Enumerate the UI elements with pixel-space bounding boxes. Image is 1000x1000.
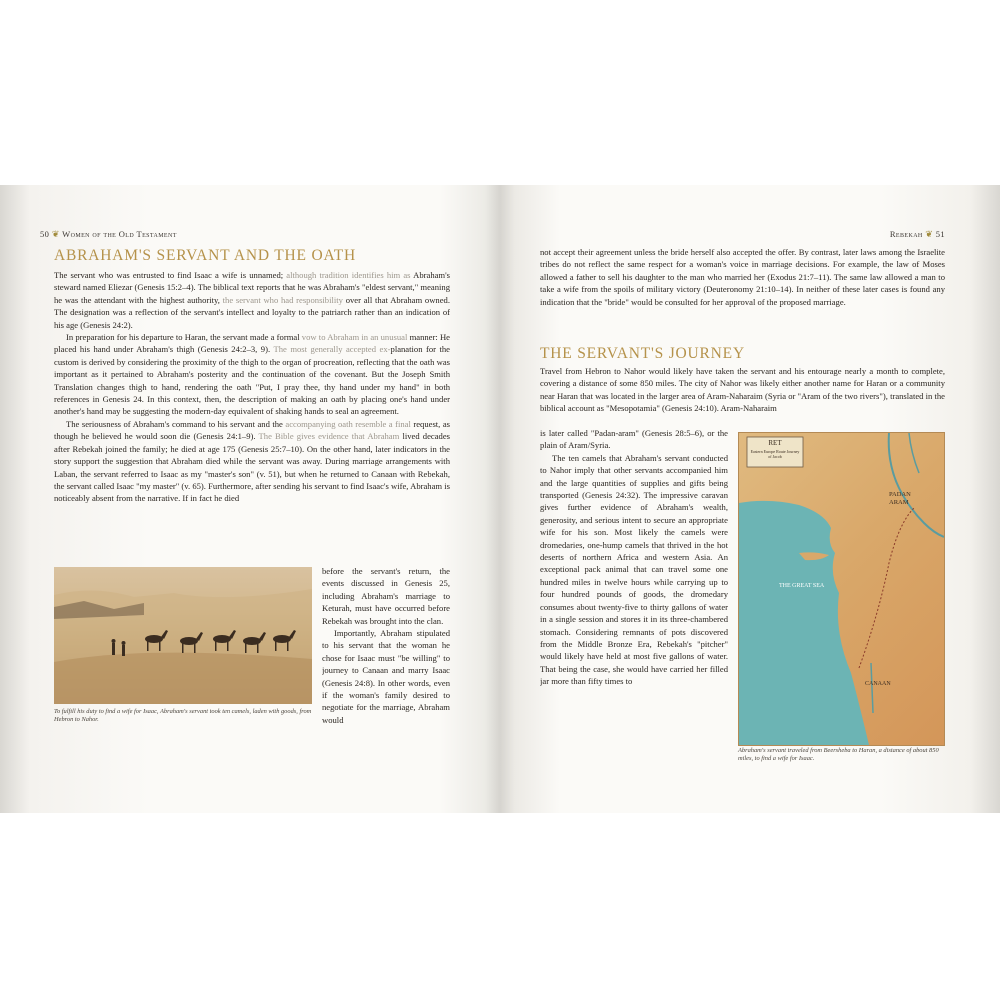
paragraph: Importantly, Abraham stipulated to his servant that the woman he chose for Isaac must "be willing" to journey to Canaan and marry Isaac (Genesis 24:8). In other words, even if the woman's family desired to negotiate for the marriage, Abraham would: [322, 628, 450, 725]
oath-body-text: [54, 269, 450, 565]
journey-column-text: [540, 427, 728, 807]
paragraph: before the servant's return, the events discussed in Genesis 25, including Abraham's marriage to Keturah, must have occurred before Rebekah was brought into the clan.: [322, 566, 450, 626]
map-subtitle: Eastern Europe Route Journey of Jacob: [750, 449, 800, 459]
mediterranean-map-illustration: [739, 433, 944, 745]
photo-caption: To fulfill his duty to find a wife for Isaac, Abraham's servant took ten camels, laden with goods, from Hebron to Nahor.: [54, 708, 312, 723]
map-label-great-sea: THE GREAT SEA: [779, 583, 825, 589]
leaf-ornament-icon: ❦: [925, 229, 934, 239]
map-caption: Abraham's servant traveled from Beersheba to Haran, a distance of about 850 miles, to find a wife for Isaac.: [738, 747, 939, 762]
oath-column-text: [322, 565, 450, 809]
paragraph: The ten camels that Abraham's servant conducted to Nahor imply that other servants accompanied him and the large quantities of supplies and gifts being transported (Genesis 24:32). The impressive caravan gives further evidence of Abraham's wealth, generosity, and serious intent to secure an appropriate wife for his son. Most likely the camels were dromedaries, one-hump camels that thrived in the hot deserts of northern Africa and western Asia. An exceptional pack animal that can travel some one hundred miles in twelve hours while carrying up to four hundred pounds of goods, the dromedary consumes about twenty-five to thirty gallons of water in a single session and stores it in its three-chambered stomach. Considering remnants of pots discovered from the Middle Bronze Era, Rebekah's "pitcher" would likely have held at most five gallons of water. That being the case, she would have carried her filled jar more than fifty times to: [540, 452, 728, 687]
map-title: RET: [768, 439, 782, 447]
left-page: [40, 185, 450, 813]
map-label-canaan: CANAAN: [865, 681, 891, 687]
section-heading-journey: THE SERVANT'S JOURNEY: [540, 345, 745, 362]
left-book-title: Women of the Old Testament: [62, 229, 177, 239]
map-label-padan-aram: PADAN ARAM: [889, 491, 911, 506]
journey-map: [738, 432, 945, 746]
right-book-title: Rebekah: [889, 229, 923, 239]
section-heading-oath: ABRAHAM'S SERVANT AND THE OATH: [54, 247, 357, 264]
paragraph: is later called "Padan-aram" (Genesis 28:5–6), or the plain of Aram/Syria.: [540, 428, 728, 451]
left-running-head: [40, 229, 177, 240]
desert-caravan-photo: [54, 567, 312, 704]
paragraph: not accept their agreement unless the bride herself also accepted the offer. By contrast, later laws among the Israelite tribes do not reflect the same respect for a woman's voice in marriage decisions. For example, the law of Moses allowed a father to sell his daughter to the man who married her (Exodus 21:7–11). The same law allowed a man to take a wife from the spoils of military victory (Deuteronomy 21:10–14). In neither of these later cases is found any indication that the "bride" would be consulted for her approval of the proposed marriage.: [540, 247, 945, 307]
right-page-number: 51: [935, 229, 945, 239]
paragraph: Travel from Hebron to Nahor would likely have taken the servant and his entourage nearly a month to complete, covering a distance of some 850 miles. The city of Nahor was likely either another name for Haran or a community near Haran that was located in the larger area of Aram-Naharaim (Syria or "Aram of the two rivers"), translated in the biblical account as "Mesopotamia" (Genesis 24:10). Aram-Naharaim: [540, 366, 945, 414]
paragraph: The seriousness of Abraham's command to his servant and the accompanying oath resemble a final request, as though he believed he would soon die (Genesis 24:1–9). The Bible gives evidence that Abraham lived decades after Rebekah joined the family; he died at age 175 (Genesis 25:7–10). On the other hand, later indicators in the story support the suggestion that Abraham died while the servant was away. During marriage arrangements with Laban, the servant referred to Isaac as my "master's son" (v. 51), but when he returned to Canaan with Rebekah, the servant called Isaac "my master" (v. 65). Furthermore, after sending his servant to find Isaac's wife, Abraham is noticeably absent from the narrative. If in fact he died: [54, 418, 450, 504]
leaf-ornament-icon: ❦: [51, 229, 60, 239]
journey-body-text: [540, 365, 945, 427]
right-page: [540, 185, 945, 813]
paragraph: In preparation for his departure to Haran, the servant made a formal vow to Abraham in an unusual manner: He placed his hand under Abraham's thigh (Genesis 24:2–3, 9). The most generally accepted ex-planation for the custom is derived by considering the proximity of the thigh to the organ of procreation, reflecting that the oath was important as it pertained to Abraham's posterity and the continuation of the covenant. But the Joseph Smith Translation changes thigh to hand, rendering the oath "Put, I pray thee, thy hand under my hand" in both references in Genesis 24. In this context, then, the description of making an oath by placing one's hand under another's hand may be suggesting the modern-day equivalent of shaking hands to seal an agreement.: [54, 332, 450, 417]
camel-caravan-illustration: [54, 567, 312, 704]
paragraph: The servant who was entrusted to find Isaac a wife is unnamed; although tradition identifies him as Abraham's steward named Eliezar (Genesis 15:2–4). The biblical text reports that he was Abraham's "eldest servant," meaning he was the attendant with the highest authority, the servant who had responsibility over all that Abraham owned. The designation was a reflection of the servant's intellect and loyalty to the patriarch rather than an indication of his age (Genesis 24:2).: [54, 270, 450, 330]
right-running-head: [890, 229, 945, 240]
open-book: [0, 185, 1000, 813]
left-page-number: 50: [40, 229, 50, 239]
marriage-law-text: [540, 246, 945, 346]
